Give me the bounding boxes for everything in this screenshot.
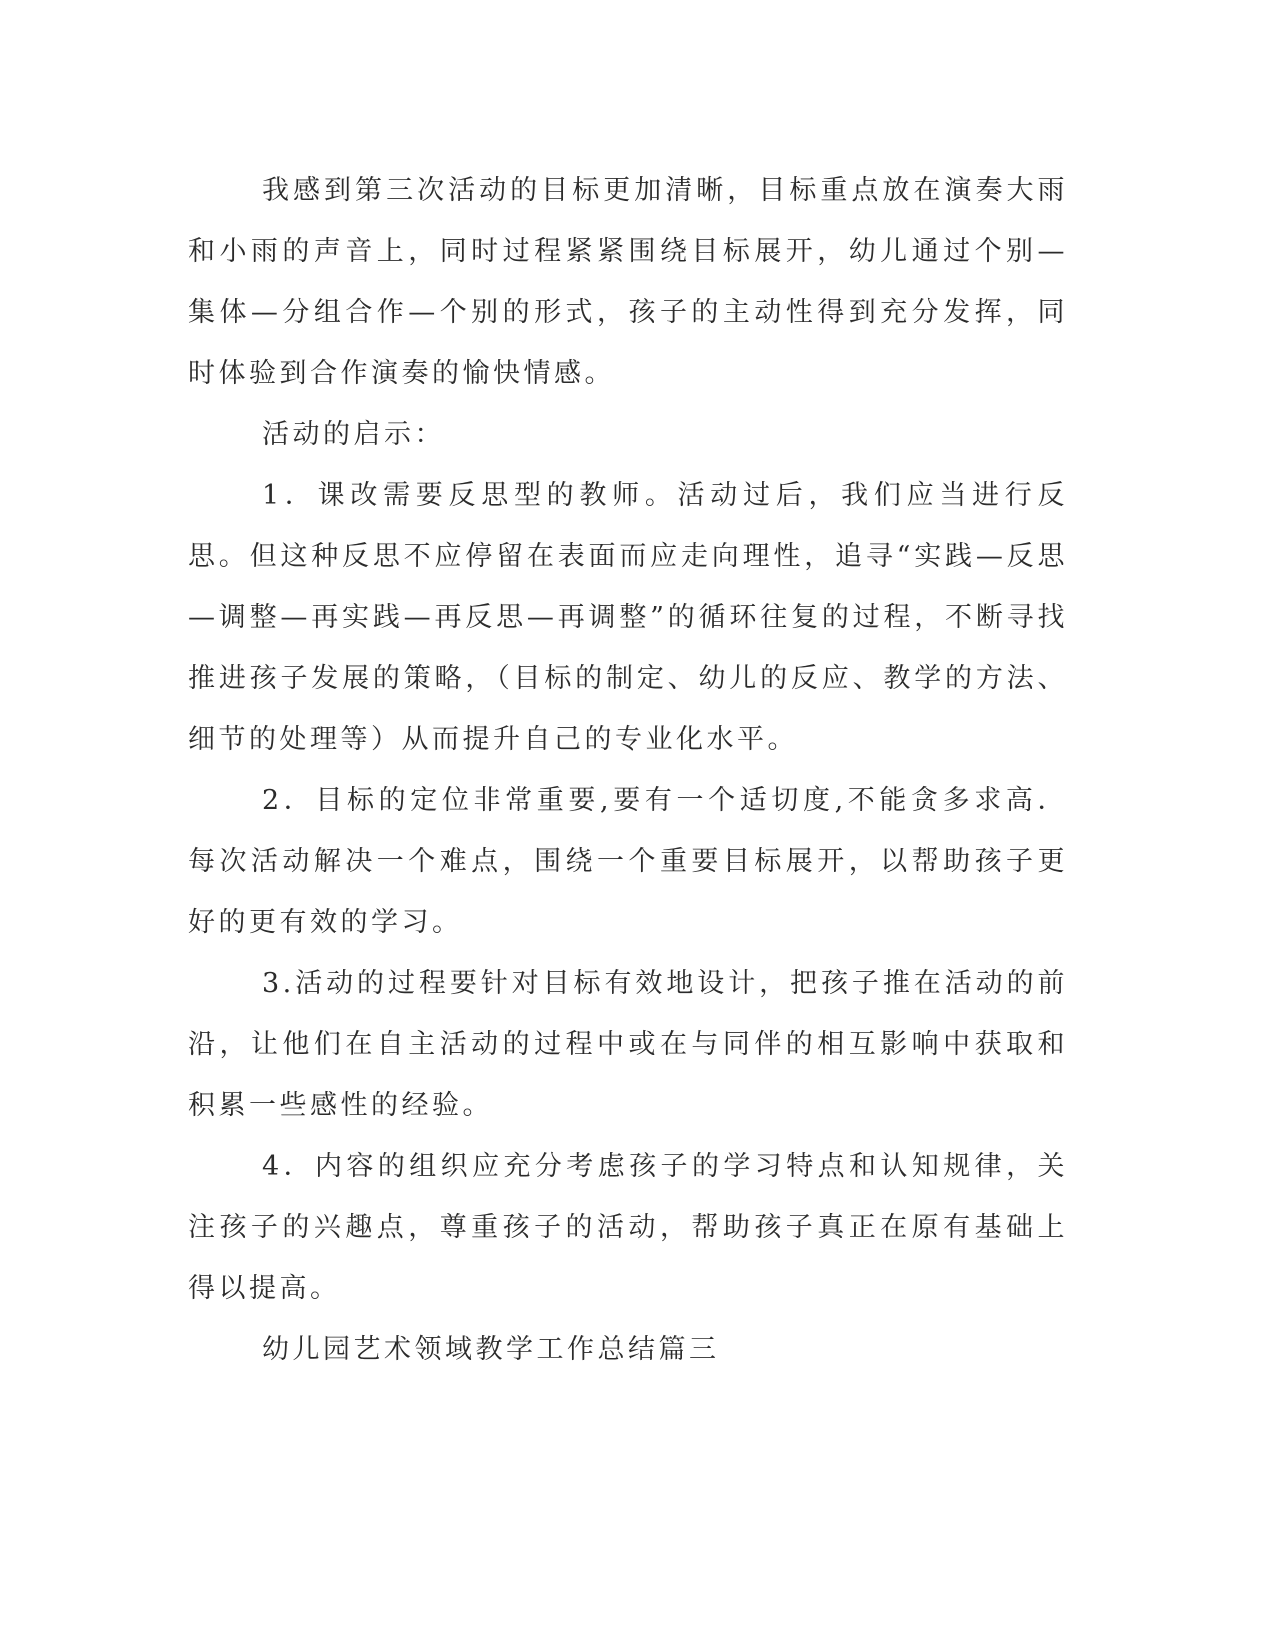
paragraph-point-2: 2．目标的定位非常重要,要有一个适切度,不能贪多求高．每次活动解决一个难点，围绕一个重要目标展开，以帮助孩子更好的更有效的学习。: [188, 785, 1068, 938]
paragraph-goal-reflection: 我感到第三次活动的目标更加清晰，目标重点放在演奏大雨和小雨的声音上，同时过程紧紧围绕目标展开，幼儿通过个别—集体—分组合作—个别的形式，孩子的主动性得到充分发挥，同时体验到合作演奏的愉快情感。: [188, 175, 1068, 389]
document-body: [188, 160, 1068, 1380]
paragraph-point-3: 3.活动的过程要针对目标有效地设计，把孩子推在活动的前沿，让他们在自主活动的过程中或在与同伴的相互影响中获取和积累一些感性的经验。: [188, 968, 1068, 1121]
section-heading: 幼儿园艺术领域教学工作总结篇三: [262, 1334, 720, 1365]
paragraph-point-1: 1．课改需要反思型的教师。活动过后，我们应当进行反思。但这种反思不应停留在表面而应走向理性，追寻“实践—反思—调整—再实践—再反思—再调整”的循环往复的过程，不断寻找推进孩子发展的策略，（目标的制定、幼儿的反应、教学的方法、细节的处理等）从而提升自己的专业化水平。: [188, 480, 1068, 755]
paragraph-point-4: 4．内容的组织应充分考虑孩子的学习特点和认知规律，关注孩子的兴趣点，尊重孩子的活动，帮助孩子真正在原有基础上得以提高。: [188, 1151, 1068, 1304]
paragraph-insights-heading: 活动的启示：: [262, 419, 445, 450]
